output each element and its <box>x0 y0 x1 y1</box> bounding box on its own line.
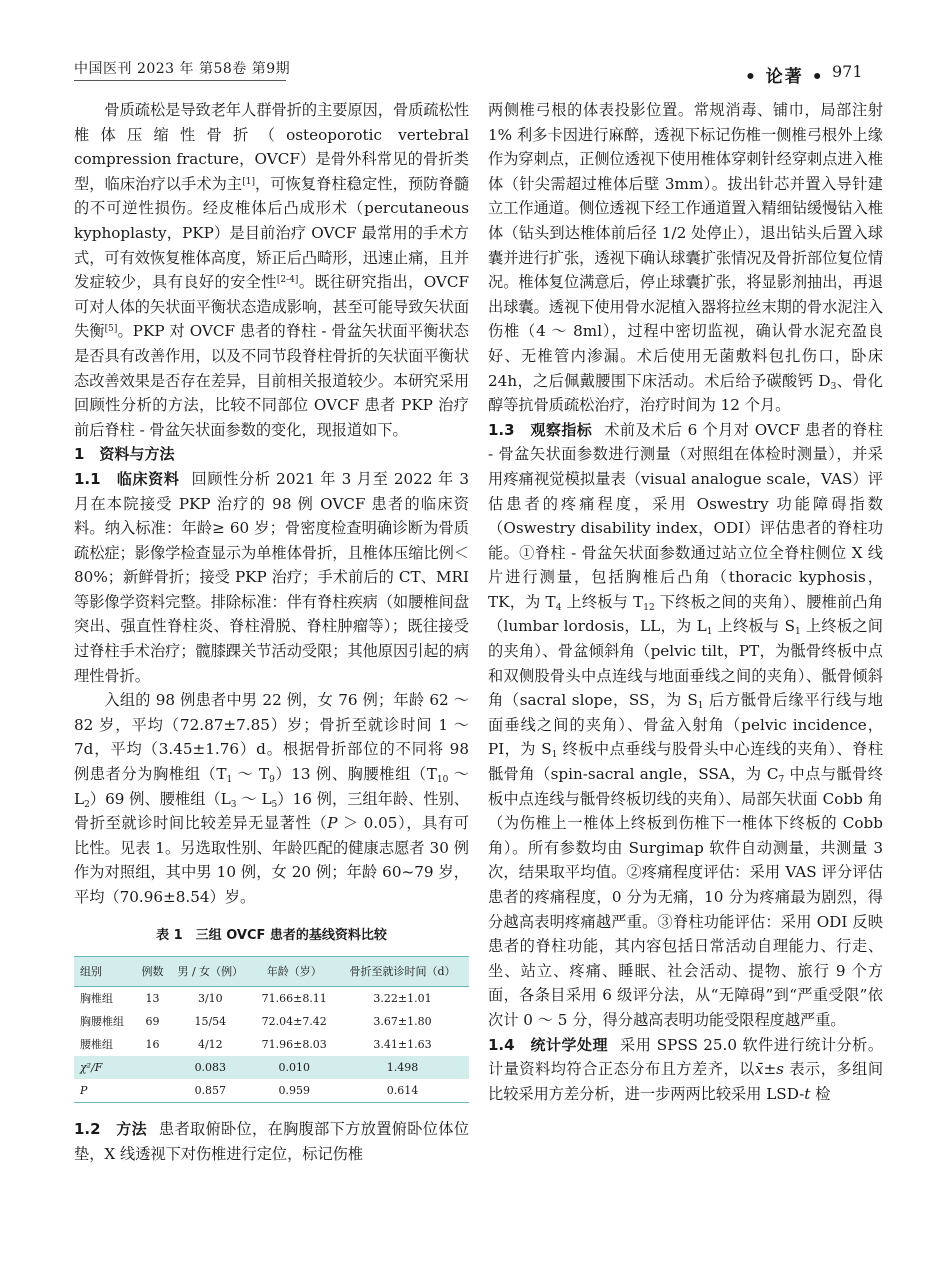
table-row: 胸椎组 13 3/10 71.66±8.11 3.22±1.01 <box>80 992 432 1006</box>
table-row: 腰椎组 16 4/12 71.96±8.03 3.41±1.63 <box>80 1038 432 1052</box>
subsection-heading-1-1: 1.1 临床资料 <box>74 469 180 488</box>
table-header-cell: 年龄（岁） <box>252 957 336 987</box>
table-row: χ²/F 0.083 0.010 1.498 <box>74 1056 469 1079</box>
table-header-cell: 例数 <box>137 957 168 987</box>
table-header-cell: 男 / 女（例） <box>168 957 252 987</box>
clinical-data-paragraph: 1.1 临床资料 回顾性分析 2021 年 3 月至 2022 年 3 月在本院接受 PKP 治疗的 98 例 OVCF 患者的临床资料。纳入标准：年龄≥ 60 岁；骨密度检查明确诊断为骨质疏松症；影像学检查显示为单椎体骨折，且椎体压缩比例＜ 80%；新鲜骨折；接受 PKP 治疗；手术前后的 CT、MRI 等影像学资料完整。排除标准：伴有脊柱疾病（如腰椎间盘突出、强直性脊柱炎、脊柱滑脱、脊柱肿瘤等）；既往接受过脊柱手术治疗；髋膝踝关节活动受限；其他原因引起的病理性骨折。 <box>74 469 470 685</box>
observation-paragraph: 1.3 观察指标 术前及术后 6 个月对 OVCF 患者的脊柱 - 骨盆矢状面参数进行测量（对照组在体检时测量），并采用疼痛视觉模拟量表（visual analogue scale，VAS）评估患者的疼痛程度，采用 Oswestry 功能障碍指数（Oswestry disability index，ODI）评估患者的脊柱功能。①脊柱 - 骨盆矢状面参数通过站立位全脊柱侧位 X 线片进行测量，包括胸椎后凸角（thoracic kyphosis，TK，为 $T_4$ 上终板与 $T_{12}$ 下终板之间的夹角）、腰椎前凸角（lumbar lordosis，LL，为 $L_1$ 上终板与 $S_1$ 上终板之间的夹角）、骨盆倾斜角（pelvic tilt，PT，为骶骨终板中点和双侧股骨头中点连线与地面垂线之间的夹角）、骶骨倾斜角（sacral slope，SS，为 $S_1$ 后方骶骨后缘平行线与地面垂线之间的夹角）、骨盆入射角（pelvic incidence，PI，为 $S_1$ 终板中点垂线与股骨头中心连线的夹角）、脊柱骶骨角（spin-sacral angle，SSA，为 $C_7$ 中点与骶骨终板中点连线与骶骨终板切线的夹角）、局部矢状面 Cobb 角（为伤椎上一椎体上终板到伤椎下一椎体下终板的 Cobb 角）。所有参数均由 Surgimap 软件自动测量，共测量 3 次，结果取平均值。②疼痛程度评估：采用 VAS 评分评估患者的疼痛程度，0 分为无痛，10 分为疼痛最为剧烈，得分越高表明疼痛越严重。③脊柱功能评估：采用 ODI 反映患者的脊柱功能，其内容包括日常活动自理能力、行走、坐、站立、疼痛、睡眠、社会活动、提物、旅行 9 个方面，各条目采用 6 级评分法，从“无障碍”到“严重受限”依次计 0 ～ 5 分，得分越高表明功能受限程度越严重。 <box>488 420 884 1029</box>
baseline-table <box>74 956 469 1103</box>
subsection-heading-1-2: 1.2 方法 <box>74 1120 147 1139</box>
table-header-cell: 骨折至就诊时间（d） <box>336 957 469 987</box>
subsection-heading-1-4: 1.4 统计学处理 <box>488 1035 609 1054</box>
patients-paragraph: 入组的 98 例患者中男 22 例，女 76 例；年龄 62 ～ 82 岁，平均（72.87±7.85）岁；骨折至就诊时间 1 ～ 7d，平均（3.45±1.76）d。根据骨折部位的不同将 98 例患者分为胸椎组（$T_1$ ～ $T_9)13$ 例、胸腰椎组（$T_{10}$ ～ $L_2)69$ 例、腰椎组（$L_3$ ～ $L_5)16$ 例，三组年龄、性别、骨折至就诊时间比较差异无显著性（P ＞ 0.05），具有可比性。见表 1。另选取性别、年龄匹配的健康志愿者 30 例作为对照组，其中男 10 例，女 20 例；年龄 60~79 岁，平均（70.96±8.54）岁。 <box>74 691 470 906</box>
right-column <box>488 98 883 1106</box>
citation-ref[interactable]: [1] <box>242 176 255 187</box>
statistics-paragraph: 1.4 统计学处理 采用 SPSS 25.0 软件进行统计分析。计量资料均符合正态分布且方差齐，以x̄±s 表示，多组间比较采用方差分析，进一步两两比较采用 LSD-t 检 <box>488 1035 884 1103</box>
table-row: P 0.857 0.959 0.614 <box>74 1079 469 1103</box>
methods-paragraph-start: 1.2 方法 患者取俯卧位，在胸腹部下方放置俯卧位体位垫，X 线透视下对伤椎进行定位，标记伤椎 <box>74 1120 470 1163</box>
table-row: 胸腰椎组 69 15/54 72.04±7.42 3.67±1.80 <box>80 1015 432 1029</box>
intro-paragraph: 骨质疏松是导致老年人群骨折的主要原因，骨质疏松性椎体压缩性骨折（osteoporotic vertebral compression fracture，OVCF）是骨外科常见的骨折类型，临床治疗以手术为主[1]，可恢复脊柱稳定性，预防脊髓的不可逆性损伤。经皮椎体后凸成形术（percutaneous kyphoplasty，PKP）是目前治疗 OVCF 最常用的手术方式，可有效恢复椎体高度，矫正后凸畸形，迅速止痛，且并发症较少，具有良好的安全性[2-4]。既往研究指出，OVCF 可对人体的矢状面平衡状态造成影响，甚至可能导致矢状面失衡[5]。PKP 对 OVCF 患者的脊柱 - 骨盆矢状面平衡状态是否具有改善作用，以及不同节段脊柱骨折的矢状面平衡状态改善效果是否存在差异，目前相关报道较少。本研究采用回顾性分析的方法，比较不同部位 OVCF 患者 PKP 治疗前后脊柱 - 骨盆矢状面参数的变化，现报道如下。 <box>74 101 470 439</box>
table-header-row <box>74 957 469 987</box>
header-rule <box>74 80 286 81</box>
table-header-cell: 组别 <box>74 957 137 987</box>
table-title: 表 1 三组 OVCF 患者的基线资料比较 <box>156 927 387 943</box>
subsection-heading-1-3: 1.3 观察指标 <box>488 420 593 439</box>
page-number: 971 <box>832 62 863 81</box>
citation-ref[interactable]: [2-4] <box>276 275 299 286</box>
journal-citation: 中国医刊 2023 年 第58卷 第9期 <box>74 61 291 77</box>
section-heading-1: 1 资料与方法 <box>74 445 175 464</box>
citation-ref[interactable]: [5] <box>104 324 118 335</box>
section-label: • 论著 • <box>745 67 825 87</box>
left-column <box>74 98 469 1166</box>
table-1 <box>74 924 469 1104</box>
methods-paragraph-cont: 两侧椎弓根的体表投影位置。常规消毒、铺巾，局部注射 1% 利多卡因进行麻醉，透视下标记伤椎一侧椎弓根外上缘作为穿刺点，正侧位透视下使用椎体穿刺针经穿刺点进入椎体（针尖需超过椎体后壁 3mm）。拔出针芯并置入导针建立工作通道。侧位透视下经工作通道置入精细钻缓慢钻入椎体（钻头到达椎体前后径 1/2 处停止），退出钻头后置入球囊并进行扩张，透视下确认球囊扩张情况及骨折部位复位情况。椎体复位满意后，停止球囊扩张，将显影剂抽出，再退出球囊。透视下使用骨水泥植入器将拉丝末期的骨水泥注入伤椎（4 ～ 8ml），过程中密切监视，确认骨水泥充盈良好、无椎管内渗漏。术后使用无菌敷料包扎伤口，卧床 24h，之后佩戴腰围下床活动。术后给予碳酸钙 $D_3$、骨化醇等抗骨质疏松治疗，治疗时间为 12 个月。 <box>488 101 883 415</box>
